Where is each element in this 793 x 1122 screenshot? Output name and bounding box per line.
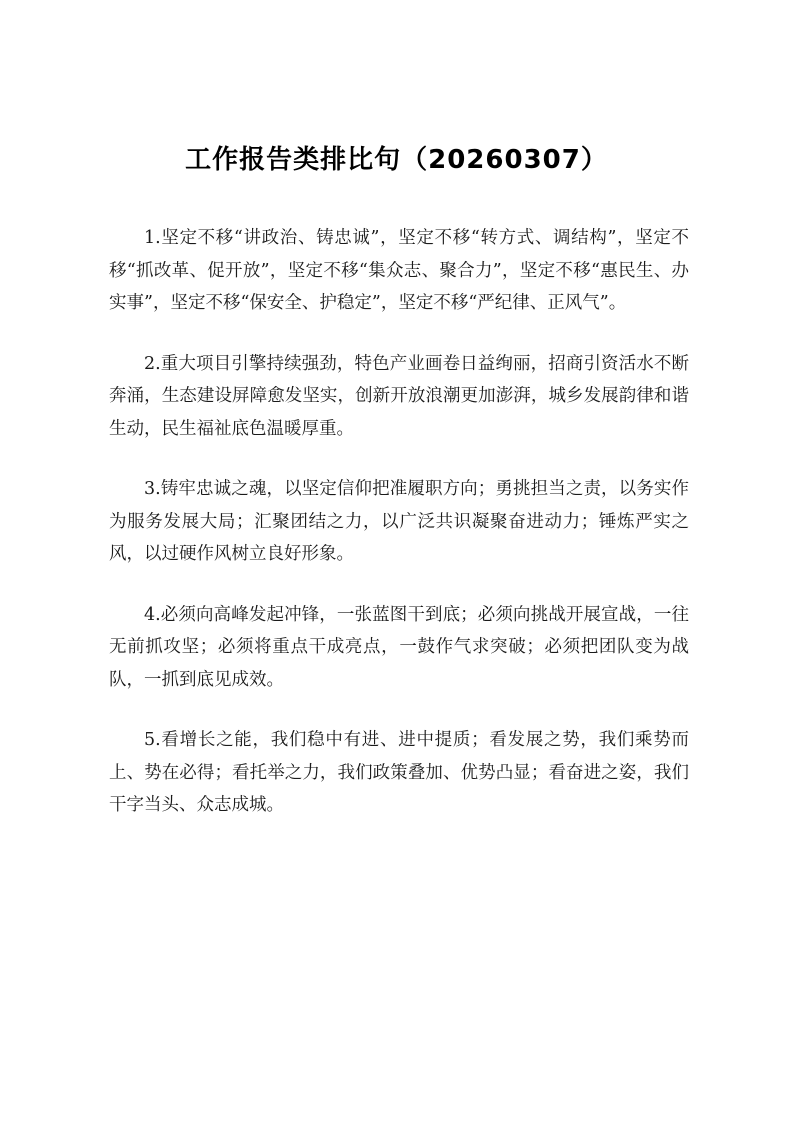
paragraph-4: 4.必须向高峰发起冲锋，一张蓝图干到底；必须向挑战开展宣战，一往无前抓攻坚；必须将重点干成亮点，一鼓作气求突破；必须把团队变为战队，一抓到底见成效。 [109, 604, 689, 690]
paragraph-1: 1.坚定不移“讲政治、铸忠诚”，坚定不移“转方式、调结构”，坚定不移“抓改革、促开放”，坚定不移“集众志、聚合力”，坚定不移“惠民生、办实事”，坚定不移“保安全、护稳定”，坚定不移“严纪律、正风气”。 [109, 228, 689, 313]
document-body [109, 222, 689, 850]
paragraph-5: 5.看增长之能，我们稳中有进、进中提质；看发展之势，我们乘势而上、势在必得；看托举之力，我们政策叠加、优势凸显；看奋进之姿，我们干字当头、众志成城。 [109, 730, 689, 815]
document-title: 工作报告类排比句（20260307） [185, 145, 608, 175]
paragraph-2: 2.重大项目引擎持续强劲，特色产业画卷日益绚丽，招商引资活水不断奔涌，生态建设屏障愈发坚实，创新开放浪潮更加澎湃，城乡发展韵律和谐生动，民生福祉底色温暖厚重。 [109, 353, 689, 439]
paragraph-3: 3.铸牢忠诚之魂，以坚定信仰把准履职方向；勇挑担当之责，以务实作为服务发展大局；汇聚团结之力，以广泛共识凝聚奋进动力；锤炼严实之风，以过硬作风树立良好形象。 [109, 479, 689, 564]
